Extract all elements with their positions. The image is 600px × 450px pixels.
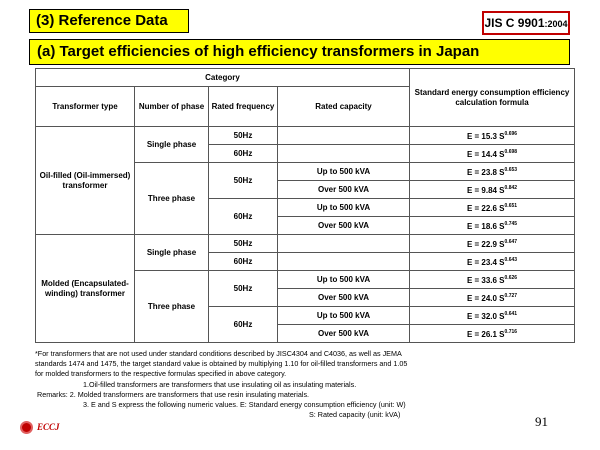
oil-filled-type: Oil-filled (Oil-immersed) transformer	[36, 127, 135, 235]
capacity-cell: Over 500 kVA	[278, 181, 410, 199]
capacity-cell: Over 500 kVA	[278, 289, 410, 307]
formula-cell: E = 23.4 $S^{0.643}$	[410, 253, 575, 271]
table-row	[36, 127, 575, 145]
frequency-cell: 60Hz	[209, 307, 278, 343]
table-header-row	[36, 69, 575, 87]
remark-line: 1.Oil-filled transformers are transformers that use insulating oil as insulating materials.	[83, 379, 357, 389]
section-title: (3) Reference Data	[29, 9, 189, 33]
phase-cell: Three phase	[135, 163, 209, 235]
frequency-cell: 50Hz	[209, 271, 278, 307]
capacity-cell: Up to 500 kVA	[278, 199, 410, 217]
phase-cell: Three phase	[135, 271, 209, 343]
formula-cell: E = 32.0 $S^{0.641}$	[410, 307, 575, 325]
formula-cell: E = 22.9 $S^{0.647}$	[410, 235, 575, 253]
page-number: 91	[535, 414, 548, 429]
frequency-cell: 50Hz	[209, 163, 278, 199]
frequency-cell: 60Hz	[209, 199, 278, 235]
phase-header: Number of phase	[135, 87, 209, 127]
footnotes	[35, 349, 583, 420]
capacity-cell: Up to 500 kVA	[278, 163, 410, 181]
eccj-logo	[20, 420, 60, 434]
formula-cell: E = 23.8 $S^{0.653}$	[410, 163, 575, 181]
remark-line: S: Rated capacity (unit: kVA)	[309, 410, 401, 420]
efficiency-table	[35, 68, 575, 343]
capacity-cell	[278, 145, 410, 163]
capacity-cell	[278, 253, 410, 271]
standard-code: JIS C 9901	[484, 16, 545, 30]
standard-year: :2004	[544, 19, 568, 29]
table-row	[36, 235, 575, 253]
formula-cell: E = 15.3 $S^{0.696}$	[410, 127, 575, 145]
page-subtitle: (a) Target efficiencies of high efficiency transformers in Japan	[29, 39, 570, 65]
standard-badge	[482, 11, 570, 35]
capacity-cell: Up to 500 kVA	[278, 307, 410, 325]
formula-cell: E = 33.6 $S^{0.626}$	[410, 271, 575, 289]
formula-cell: E = 9.84 $S^{0.842}$	[410, 181, 575, 199]
remark-line: 3. E and S express the following numeric values. E: Standard energy consumption efficiency (unit: W)	[83, 400, 406, 410]
footnote-line: standards 1474 and 1475, the target standard value is obtained by multiplying 1.10 for oil-filled transformers and 1.05	[35, 359, 408, 369]
capacity-cell: Over 500 kVA	[278, 217, 410, 235]
formula-cell: E = 14.4 $S^{0.698}$	[410, 145, 575, 163]
formula-cell: E = 22.6 $S^{0.651}$	[410, 199, 575, 217]
phase-cell: Single phase	[135, 127, 209, 163]
capacity-header: Rated capacity	[278, 87, 410, 127]
molded-type: Molded (Encapsulated-winding) transformer	[36, 235, 135, 343]
capacity-cell	[278, 127, 410, 145]
formula-cell: E = 26.1 $S^{0.716}$	[410, 325, 575, 343]
capacity-cell	[278, 235, 410, 253]
phase-cell: Single phase	[135, 235, 209, 271]
category-header: Category	[36, 69, 410, 87]
capacity-cell: Up to 500 kVA	[278, 271, 410, 289]
frequency-cell: 50Hz	[209, 235, 278, 253]
transformer-type-header: Transformer type	[36, 87, 135, 127]
frequency-cell: 60Hz	[209, 253, 278, 271]
footnote-line: *For transformers that are not used under standard conditions described by JISC4304 and C4036, as well as JEMA	[35, 349, 402, 358]
frequency-cell: 60Hz	[209, 145, 278, 163]
eccj-logo-text: ECCJ	[37, 422, 60, 432]
remark-line: Remarks: 2. Molded transformers are transformers that use resin insulating materials.	[37, 389, 310, 399]
frequency-header: Rated frequency	[209, 87, 278, 127]
formula-cell: E = 18.6 $S^{0.745}$	[410, 217, 575, 235]
frequency-cell: 50Hz	[209, 127, 278, 145]
formula-cell: E = 24.0 $S^{0.727}$	[410, 289, 575, 307]
formula-header: Standard energy consumption efficiency calculation formula	[410, 69, 575, 127]
footnote-line: for molded transformers to the respective formulas specified in above category.	[35, 369, 287, 379]
capacity-cell: Over 500 kVA	[278, 325, 410, 343]
eccj-logo-icon	[20, 421, 33, 434]
